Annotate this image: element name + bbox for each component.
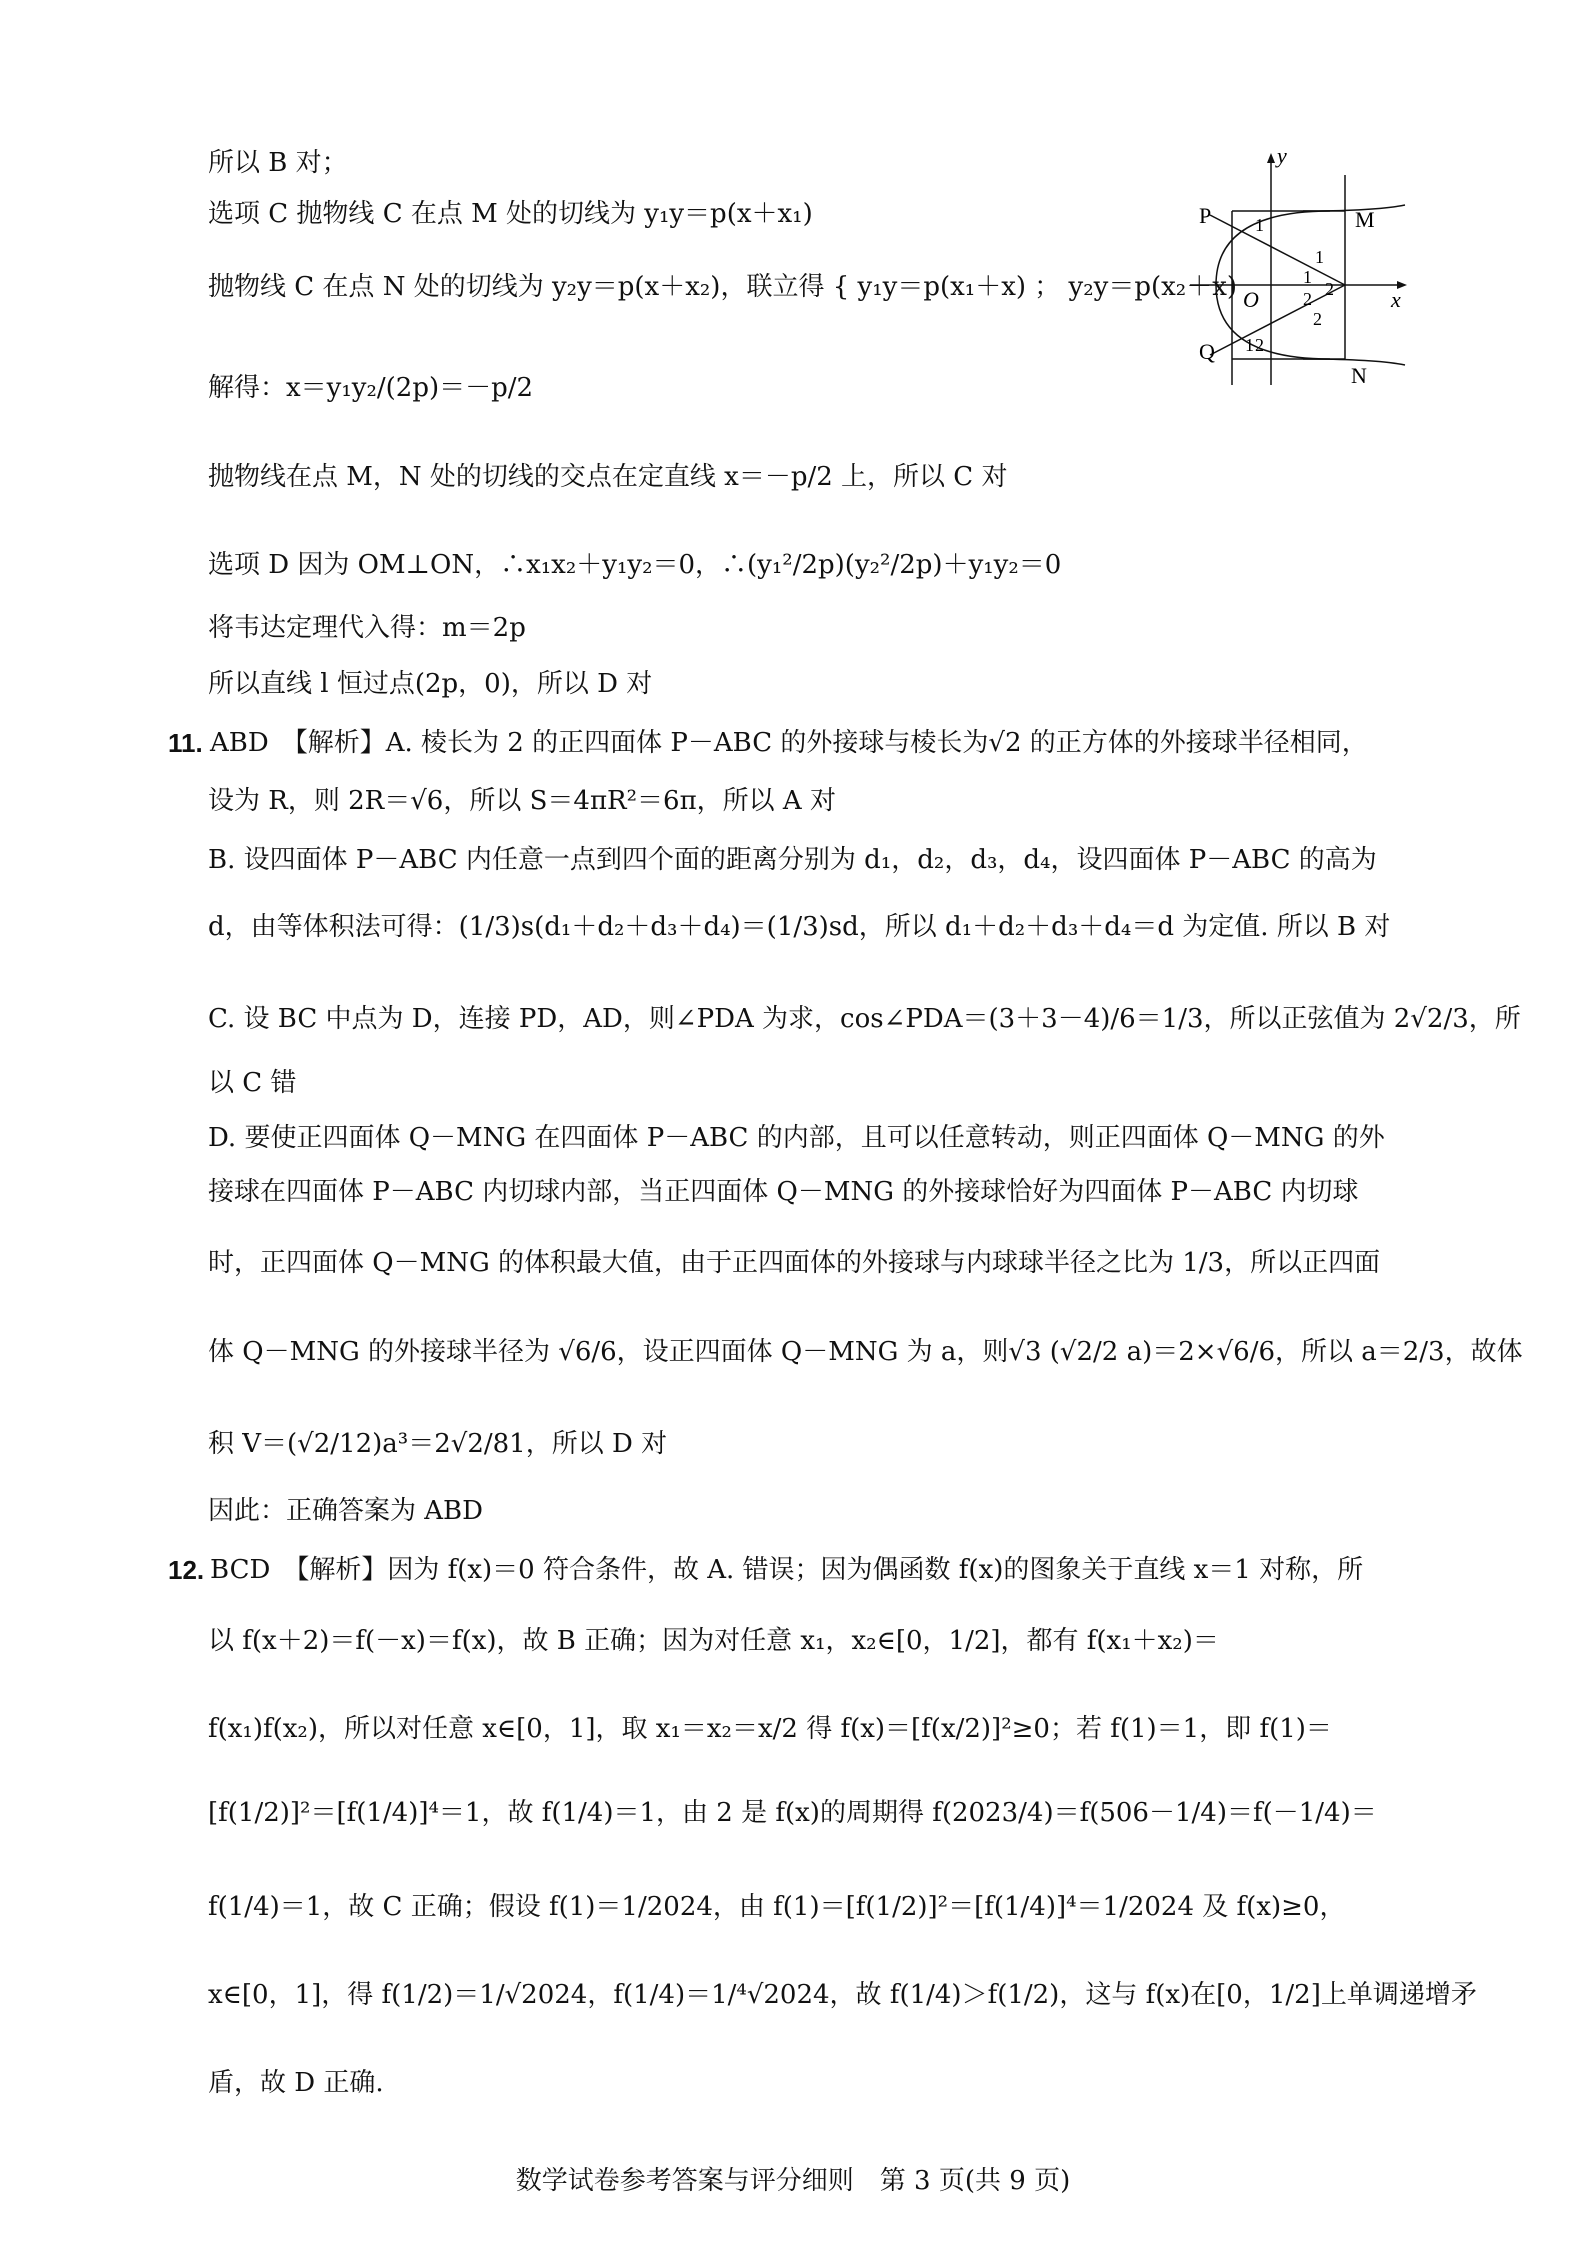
text-line: f(x₁)f(x₂)，所以对任意 x∈[0，1]，取 x₁＝x₂＝x/2 得 f(x)＝[f(x/2)]²≥0；若 f(1)＝1，即 f(1)＝ xyxy=(208,1714,1332,1744)
fig-angle-label: 2 xyxy=(1325,279,1334,299)
fig-angle-label: 2 xyxy=(1255,335,1264,355)
fig-angle-label: 2 xyxy=(1313,309,1322,329)
text-line: 接球在四面体 P－ABC 内切球内部，当正四面体 Q－MNG 的外接球恰好为四面体 P－ABC 内切球 xyxy=(208,1177,1359,1207)
text-line: x∈[0，1]，得 f(1/2)＝1/√2024，f(1/4)＝1/⁴√2024，故 f(1/4)＞f(1/2)，这与 f(x)在[0，1/2]上单调递增矛 xyxy=(208,1980,1477,2010)
fig-label-N: N xyxy=(1351,363,1367,388)
text-line: 时，正四面体 Q－MNG 的体积最大值，由于正四面体的外接球与内球球半径之比为 1/3，所以正四面 xyxy=(208,1248,1381,1278)
parabola-diagram xyxy=(1185,145,1415,395)
text-line: 抛物线 C 在点 N 处的切线为 y₂y＝p(x＋x₂)，联立得 { y₁y＝p(x₁＋x) ； y₂y＝p(x₂＋x) xyxy=(208,272,1238,302)
fig-label-Q: Q xyxy=(1199,339,1215,364)
text-line: 积 V＝(√2/12)a³＝2√2/81，所以 D 对 xyxy=(208,1429,668,1459)
text-line: 解得：x＝y₁y₂/(2p)＝－p/2 xyxy=(208,373,534,403)
text-line: f(1/4)＝1，故 C 正确；假设 f(1)＝1/2024，由 f(1)＝[f(1/2)]²＝[f(1/4)]⁴＝1/2024 及 f(x)≥0， xyxy=(208,1892,1346,1922)
fig-label-O: O xyxy=(1243,287,1259,312)
text-line: BCD 【解析】因为 f(x)＝0 符合条件，故 A. 错误；因为偶函数 f(x)的图象关于直线 x＝1 对称，所 xyxy=(210,1555,1364,1585)
text-line: 因此：正确答案为 ABD xyxy=(208,1496,483,1526)
text-line: d，由等体积法可得：(1/3)s(d₁＋d₂＋d₃＋d₄)＝(1/3)sd，所以 d₁＋d₂＋d₃＋d₄＝d 为定值. 所以 B 对 xyxy=(208,912,1391,942)
text-line: 抛物线在点 M，N 处的切线的交点在定直线 x＝－p/2 上，所以 C 对 xyxy=(208,462,1008,492)
fig-angle-label: 1 xyxy=(1245,335,1254,355)
fig-angle-label: 1 xyxy=(1303,267,1312,287)
fig-label-x: x xyxy=(1391,287,1401,312)
fig-angle-label: 1 xyxy=(1255,215,1264,235)
fig-label-y: y xyxy=(1277,145,1287,168)
fig-label-M: M xyxy=(1355,207,1375,232)
page-footer: 数学试卷参考答案与评分细则 第 3 页(共 9 页) xyxy=(515,2166,1071,2196)
question-number: 12. xyxy=(168,1555,205,1585)
text-line: C. 设 BC 中点为 D，连接 PD，AD，则∠PDA 为求，cos∠PDA＝(3＋3－4)/6＝1/3，所以正弦值为 2√2/3，所 xyxy=(208,1004,1521,1034)
fig-angle-label: 1 xyxy=(1315,247,1324,267)
text-line: B. 设四面体 P－ABC 内任意一点到四个面的距离分别为 d₁，d₂，d₃，d₄，设四面体 P－ABC 的高为 xyxy=(208,845,1377,875)
text-line: 将韦达定理代入得：m＝2p xyxy=(208,613,526,643)
question-number: 11. xyxy=(168,728,203,758)
text-line: 体 Q－MNG 的外接球半径为 √6/6，设正四面体 Q－MNG 为 a，则√3 (√2/2 a)＝2×√6/6，所以 a＝2/3，故体 xyxy=(208,1337,1523,1367)
text-line: 选项 D 因为 OM⊥ON，∴x₁x₂＋y₁y₂＝0，∴(y₁²/2p)(y₂²/2p)＋y₁y₂＝0 xyxy=(208,550,1062,580)
text-line: 盾，故 D 正确. xyxy=(208,2068,384,2098)
text-line: 选项 C 抛物线 C 在点 M 处的切线为 y₁y＝p(x＋x₁) xyxy=(208,199,813,229)
text-line: [f(1/2)]²＝[f(1/4)]⁴＝1，故 f(1/4)＝1，由 2 是 f(x)的周期得 f(2023/4)＝f(506－1/4)＝f(－1/4)＝ xyxy=(208,1798,1377,1828)
text-line: D. 要使正四面体 Q－MNG 在四面体 P－ABC 的内部，且可以任意转动，则正四面体 Q－MNG 的外 xyxy=(208,1123,1385,1153)
text-line: ABD 【解析】A. 棱长为 2 的正四面体 P－ABC 的外接球与棱长为√2 的正方体的外接球半径相同， xyxy=(210,728,1368,758)
text-line: 所以 B 对； xyxy=(208,148,348,178)
text-line: 以 C 错 xyxy=(208,1068,297,1098)
text-line: 所以直线 l 恒过点(2p，0)，所以 D 对 xyxy=(208,669,653,699)
text-line: 以 f(x＋2)＝f(－x)＝f(x)，故 B 正确；因为对任意 x₁，x₂∈[0，1/2]，都有 f(x₁＋x₂)＝ xyxy=(208,1626,1219,1656)
fig-label-P: P xyxy=(1199,203,1212,228)
fig-angle-label: 2 xyxy=(1303,289,1312,309)
text-line: 设为 R，则 2R＝√6，所以 S＝4πR²＝6π，所以 A 对 xyxy=(208,786,836,816)
